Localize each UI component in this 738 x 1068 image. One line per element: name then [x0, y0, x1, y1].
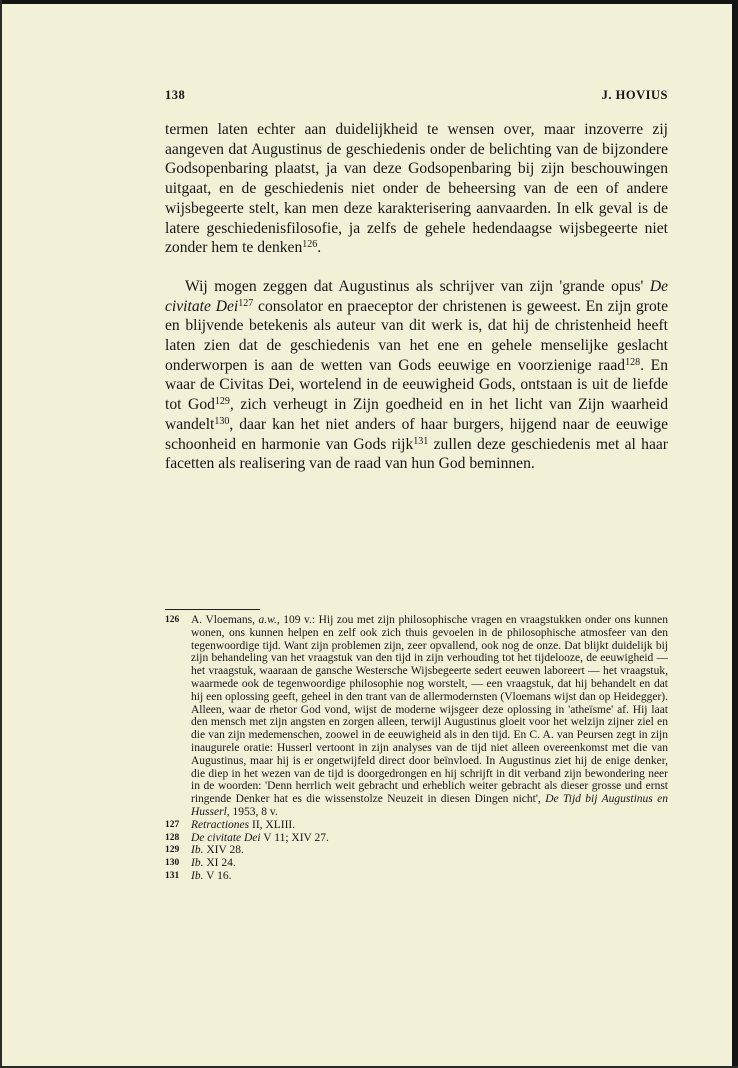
page-number: 138: [165, 88, 186, 102]
paragraph: [165, 120, 668, 258]
scan-border-left: [0, 0, 2, 1068]
footnote: [165, 844, 668, 857]
footnote-number: 131: [165, 870, 180, 881]
footnote-number: 128: [165, 832, 180, 843]
footnote: [165, 832, 668, 845]
italic-text: Ib.: [191, 844, 204, 857]
paragraph: [165, 277, 668, 474]
footnote-number: 130: [165, 858, 180, 869]
footnote-text: [191, 870, 231, 882]
footnote: [165, 870, 668, 883]
italic-text: a.w.,: [258, 614, 280, 626]
text-run: , zich verheugt in Zijn goedheid en in het licht van Zijn waarheid wandelt: [165, 396, 669, 433]
text-run: XI 24.: [203, 857, 236, 870]
scan-border-right: [732, 0, 738, 1068]
italic-text: De civitate Dei: [191, 831, 261, 844]
text-run: termen laten echter aan duidelijkheid te wensen over, maar inzoverre zij aangeven dat Augustinus de geschiedenis onder de belichting van de bijzondere Godsopenbaring plaatst, ja van deze Godsopenbaring bij zijn beschouwingen uitgaat, en de geschiedenis niet onder de beheersing van de een of andere wijsbegeerte stelt, kan men deze karakterisering aanvaarden. In elk geval is de latere geschiedenisfilosofie, ja zelfs de gehele hedendaagse wijsbegeerte niet zonder hem te denken: [165, 121, 668, 257]
text-run: 109 v.: Hij zou met zijn philosophische vragen en vraagstukken onder ons kunnen wonen, ons kunnen helpen en zelf ook zich thuis gevoelen in de philosophische atmosfeer van den tegenwoordige tijd. Want zijn problemen zijn, zeer opvallend, ook nog de onze. Dat blijkt duidelijk bij zijn behandeling van het vraagstuk van den tijd in zijn verhouding tot het tijdelooze, de eeuwigheid — het vraagstuk, waaraan de gansche Westersche Wijsbegeerte sedert eeuwen laboreert — het vraagstuk, waarmede ook de tegenwoordige philosophie nog worstelt, — een vraagstuk, dat hij behandelt en dat hij een oplossing geeft, geheel in den trant van de allermodernsten (Vloemans wijst dan op Heidegger). Alleen, waar de rhetor God vond, wijst de moderne wijsgeer deze oplossing in 'atheïsme' af. Hij laat den mensch met zijn angsten en zorgen alleen, terwijl Augustinus gloeit voor het welzijn zijner ziel en die van zijn medemenschen, zoowel in de eeuwigheid als in den tijd. En C. A. van Peursen zegt in zijn inaugurele oratie: Husserl vertoont in zijn analyses van de tijd niet alleen overeenkomst met die van Augustinus, maar hij is er ongetwijfeld direct door beïnvloed. In Augustinus ziet hij de enige denker, die diep in het wezen van de tijd is doorgedrongen en hij schrijft in dit verband zijn bewondering neer in de woorden: 'Denn herrlich weit gebracht und erheblich weiter gebracht als dieser grosse und ernst ringende Denker hat es die wissenstolze Neuzeit in diesen Dingen nicht',: [191, 614, 668, 806]
text-run: zullen deze geschiedenis met al haar facetten als realisering van de raad van hun God beminnen.: [165, 435, 668, 473]
text-run: V 11; XIV 27.: [260, 831, 329, 844]
text-run: V 16.: [203, 869, 232, 882]
text-run: A. Vloemans,: [191, 614, 259, 626]
italic-text: Ib.: [191, 869, 204, 882]
text-run: , daar kan het niet anders of haar burgers, hijgend naar de eeuwige schoonheid en harmonie van Gods rijk: [165, 415, 668, 453]
footnote: [165, 614, 668, 819]
footnote-ref: 127: [238, 297, 254, 309]
footnote-number: 127: [165, 819, 180, 830]
footnote: [165, 819, 668, 832]
text-run: .: [317, 239, 322, 257]
text-run: II, XLIII.: [249, 818, 296, 831]
footnote-text: [191, 614, 668, 818]
italic-text: Retractiones: [191, 818, 250, 831]
text-run: Wij mogen zeggen dat Augustinus als schrijver van zijn 'grande opus': [185, 277, 650, 295]
text-run: 1953, 8 v.: [229, 805, 278, 818]
footnote-ref: 128: [625, 356, 641, 368]
footnotes: [165, 614, 668, 883]
italic-text: Ib.: [191, 857, 204, 870]
italic-text: De civitate Dei: [165, 277, 668, 315]
footnote-ref: 129: [214, 396, 230, 408]
footnote-ref: 130: [214, 415, 230, 427]
text-run: . En waar de Civitas Dei, wortelend in de eeuwigheid Gods, ontstaan is uit de liefde tot God: [165, 356, 668, 414]
footnote-number: 126: [165, 615, 180, 625]
footnote: [165, 857, 668, 870]
footnote-number: 129: [165, 845, 180, 856]
text-run: XIV 28.: [203, 844, 244, 857]
text-run: consolator en praeceptor der christenen is geweest. En zijn grote en blijvende betekenis als auteur van dit werk is, dat hij de christenheid heeft laten zien dat de geschiedenis van het ene en gehele menselijke geslacht onderworpen is aan de wetten van Gods eeuwige en voorzienige raad: [165, 297, 668, 374]
italic-text: De Tijd bij Augustinus en Husserl,: [191, 793, 669, 818]
footnote-ref: 126: [302, 239, 318, 251]
footnote-ref: 131: [413, 435, 429, 447]
footnote-text: [191, 844, 244, 856]
footnote-text: [191, 857, 236, 869]
scan-border-top: [0, 0, 738, 4]
main-text: [165, 120, 668, 474]
footnote-text: [191, 832, 329, 844]
footnote-separator: [165, 609, 260, 610]
running-author: J. HOVIUS: [601, 88, 668, 102]
footnote-text: [191, 819, 295, 831]
